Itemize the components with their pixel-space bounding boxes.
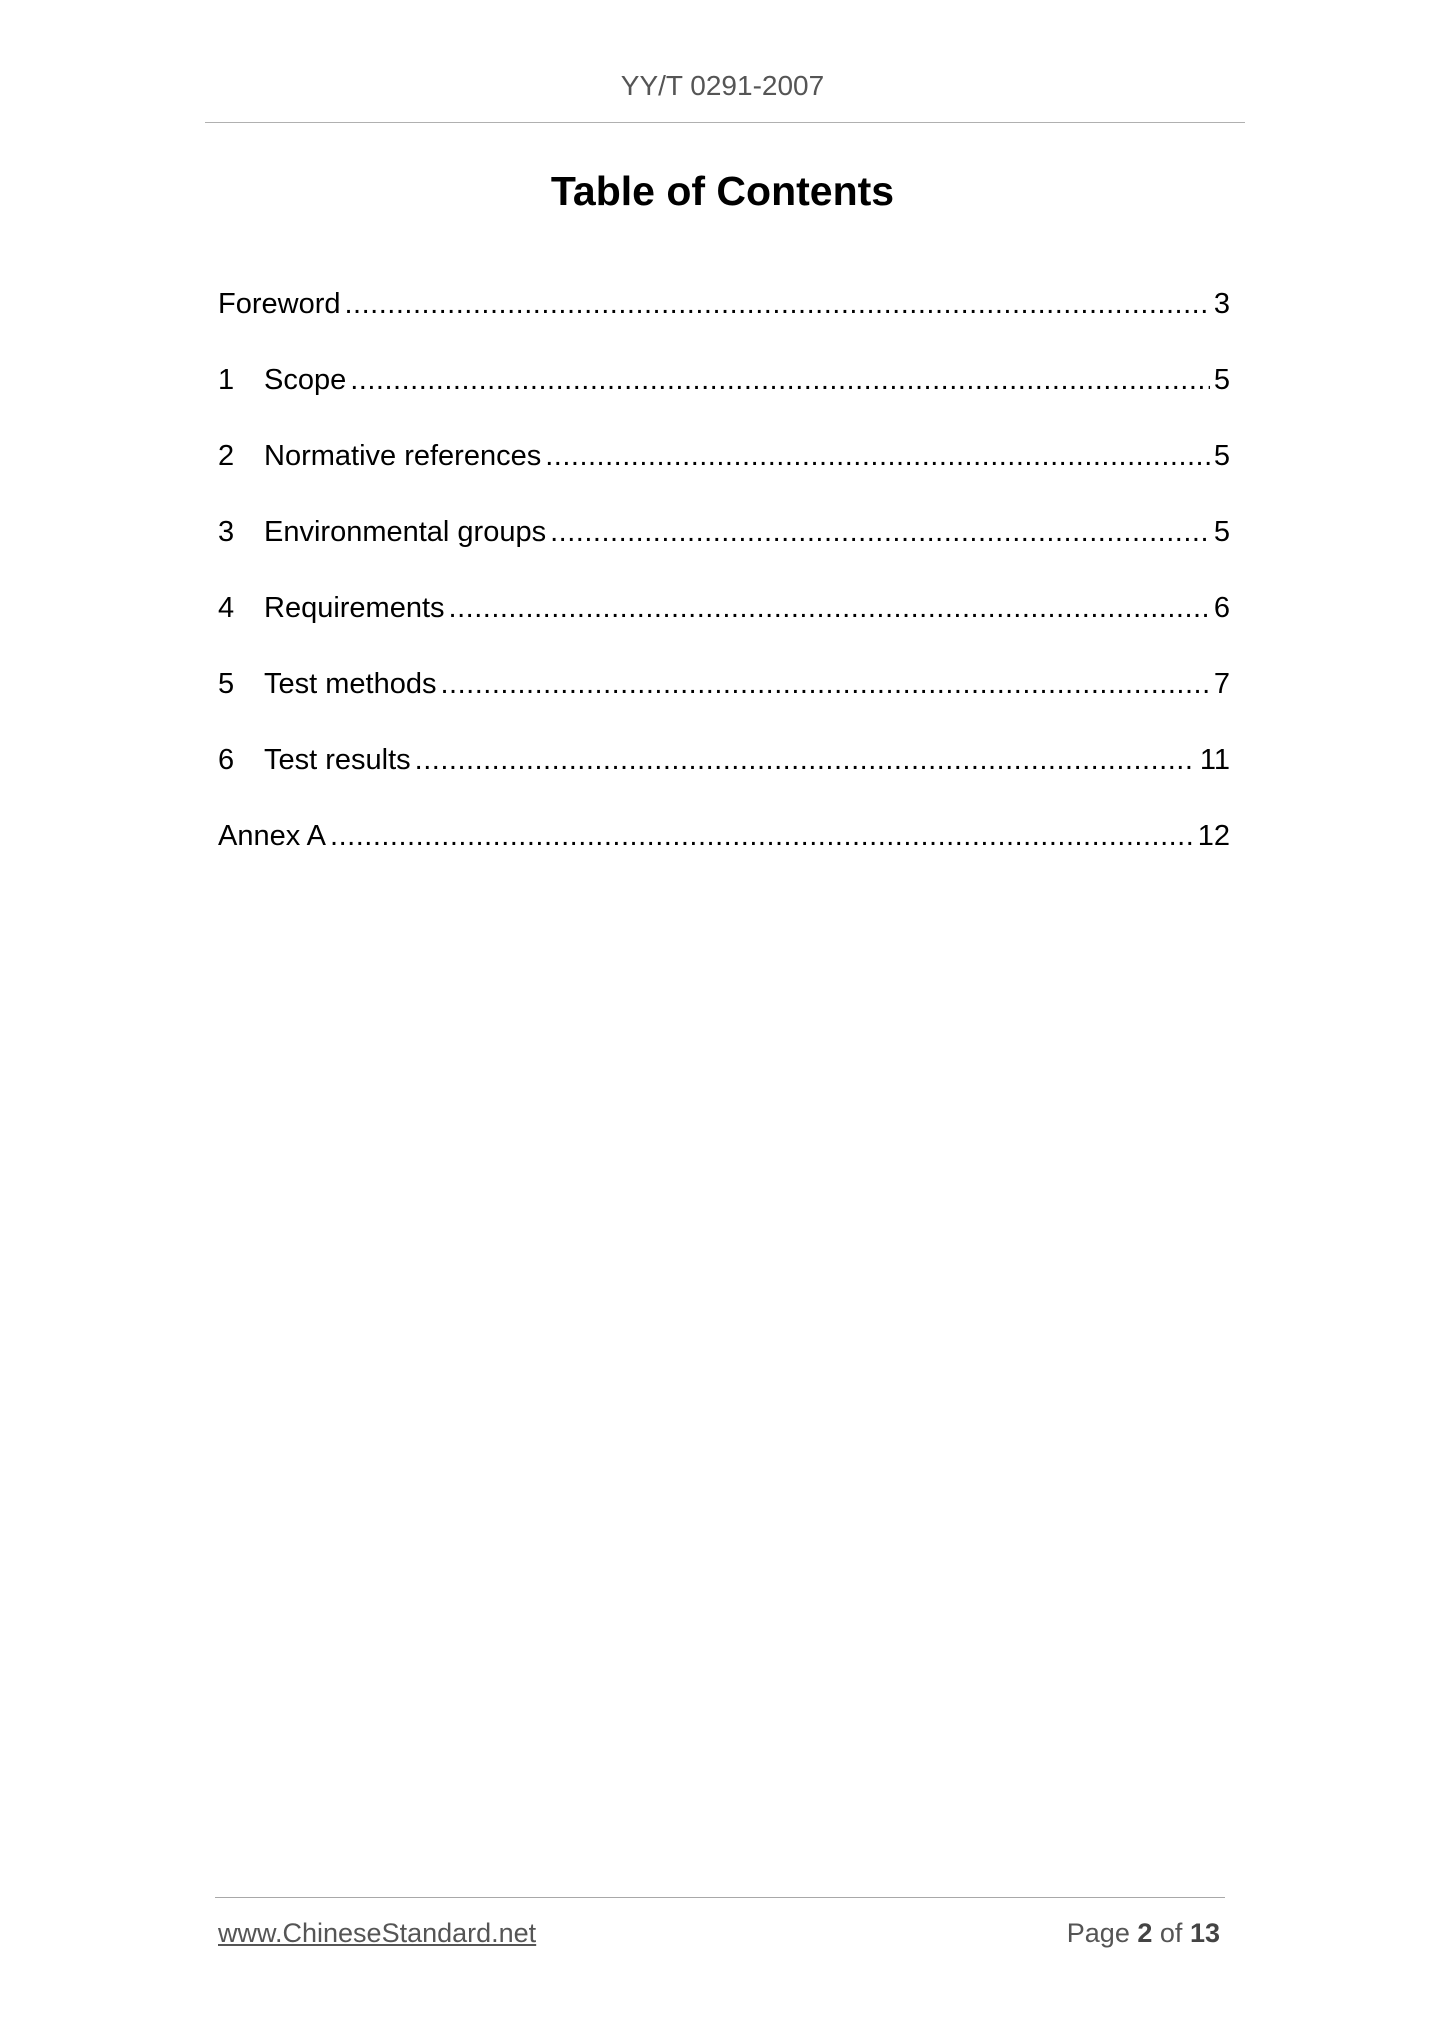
toc-entry-label: Environmental groups (264, 516, 547, 548)
toc-entry-test-methods[interactable] (218, 668, 1230, 744)
page-prefix: Page (1066, 1918, 1130, 1948)
toc-entry-page: 11 (1199, 744, 1230, 776)
toc-entry-annex-a[interactable] (218, 820, 1230, 896)
toc-entry-label: Test results (264, 744, 411, 776)
toc-leader-dots (330, 820, 1194, 853)
toc-entry-number: 5 (218, 668, 235, 700)
toc-entry-page: 12 (1197, 820, 1230, 852)
toc-entry-foreword[interactable] (218, 288, 1230, 364)
document-header: YY/T 0291-2007 (620, 70, 825, 101)
toc-entry-page: 5 (1213, 440, 1230, 472)
toc-leader-dots (350, 364, 1210, 397)
toc-list (218, 288, 1230, 896)
toc-entry-environmental-groups[interactable] (218, 516, 1230, 592)
toc-entry-label: Requirements (264, 592, 445, 624)
toc-entry-page: 5 (1213, 364, 1230, 396)
toc-leader-dots (545, 440, 1210, 473)
toc-entry-scope[interactable] (218, 364, 1230, 440)
page-indicator (1067, 1918, 1220, 1949)
toc-entry-number: 4 (218, 592, 235, 624)
website-link[interactable]: www.ChineseStandard.net (218, 1918, 537, 1948)
toc-entry-test-results[interactable] (218, 744, 1230, 820)
toc-entry-page: 3 (1213, 288, 1230, 320)
toc-entry-label: Scope (264, 364, 347, 396)
toc-leader-dots (440, 668, 1209, 701)
toc-entry-label: Foreword (218, 288, 341, 320)
total-pages-number: 13 (1189, 1918, 1220, 1948)
toc-entry-normative-references[interactable] (218, 440, 1230, 516)
toc-title: Table of Contents (550, 168, 895, 214)
toc-leader-dots (550, 516, 1210, 549)
toc-leader-dots (345, 288, 1210, 321)
toc-entry-page: 6 (1213, 592, 1230, 624)
toc-entry-page: 5 (1213, 516, 1230, 548)
toc-entry-number: 6 (218, 744, 235, 776)
toc-entry-number: 2 (218, 440, 235, 472)
current-page-number: 2 (1137, 1918, 1153, 1948)
toc-leader-dots (415, 744, 1196, 777)
toc-entry-number: 1 (218, 364, 235, 396)
toc-entry-number: 3 (218, 516, 235, 548)
toc-entry-label: Normative references (264, 440, 542, 472)
toc-entry-requirements[interactable] (218, 592, 1230, 668)
toc-entry-page: 7 (1213, 668, 1230, 700)
footer-divider (215, 1897, 1225, 1898)
header-divider (205, 122, 1245, 123)
toc-entry-label: Annex A (218, 820, 327, 852)
toc-entry-label: Test methods (264, 668, 437, 700)
toc-leader-dots (449, 592, 1210, 625)
page-separator: of (1159, 1918, 1183, 1948)
